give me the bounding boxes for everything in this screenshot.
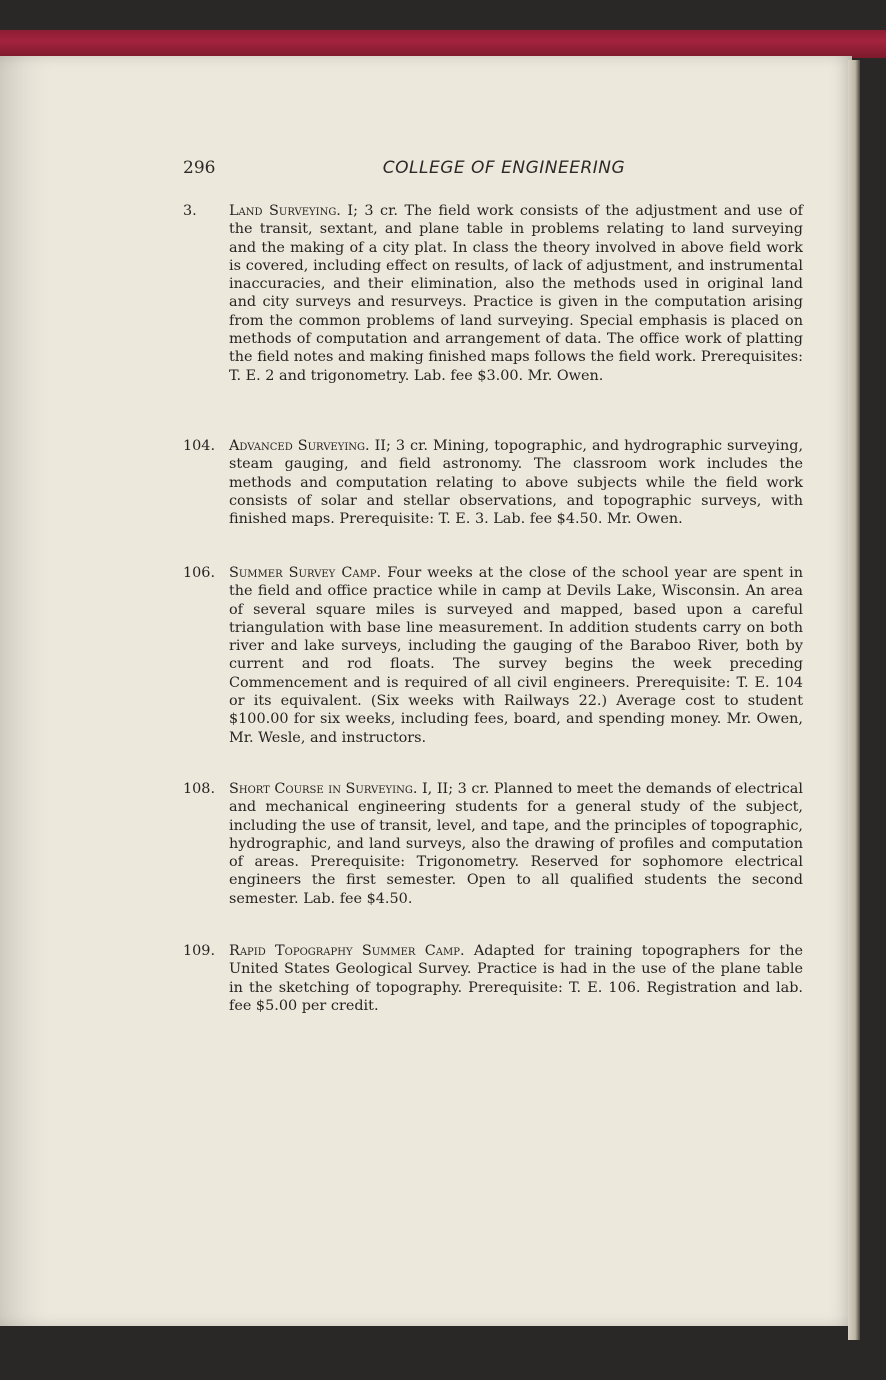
- course-entry: [183, 780, 803, 908]
- course-description: [229, 942, 803, 1015]
- course-number: 104.: [183, 438, 216, 454]
- course-description: [229, 564, 803, 747]
- book-binding: [0, 30, 886, 58]
- course-text: II; 3 cr. Mining, topographic, and hydrographic surveying, steam gauging, and field astronomy. The classroom work includes the methods and computation relating to above subjects while the field work consists of solar and stellar observations, and topographic surveys, with finished maps. Prerequisite: T. E. 3. Lab. fee $4.50. Mr. Owen.: [229, 438, 804, 528]
- course-number: 108.: [183, 781, 216, 797]
- course-title: Short Course in Surveying.: [229, 781, 418, 797]
- course-number: 3.: [183, 203, 197, 219]
- running-title: COLLEGE OF ENGINEERING: [382, 158, 626, 178]
- course-description: [229, 202, 803, 385]
- course-title: Summer Survey Camp.: [229, 565, 382, 581]
- course-title: Advanced Surveying.: [229, 438, 370, 454]
- page-edge: [848, 60, 860, 1340]
- course-number: 109.: [183, 943, 216, 959]
- course-entry: [183, 202, 803, 385]
- course-title: Rapid Topography Summer Camp.: [229, 943, 465, 959]
- course-description: [229, 437, 803, 528]
- course-text: Four weeks at the close of the school year are spent in the field and office practice while in camp at Devils Lake, Wisconsin. An area of several square miles is surveyed and mapped, based upon a careful triangulation with base line measurement. In addition students carry on both river and lake surveys, including the gauging of the Baraboo River, both by current and rod floats. The survey begins the week preceding Commencement and is required of all civil engineers. Prerequisite: T. E. 104 or its equivalent. (Six weeks with Railways 22.) Average cost to student $100.00 for six weeks, including fees, board, and spending money. Mr. Owen, Mr. Wesle, and instructors.: [229, 565, 803, 746]
- page-number: 296: [183, 158, 216, 178]
- course-text: I; 3 cr. The field work consists of the adjustment and use of the transit, sextant, and plane table in problems relating to land surveying and the making of a city plat. In class the theory involved in above field work is covered, including effect on results, of lack of adjustment, and instrumental inaccuracies, and their elimination, also the methods used in original land and city surveys and resurveys. Practice is given in the computation arising from the common problems of land surveying. Special emphasis is placed on methods of computation and arrangement of data. The office work of platting the field notes and making finished maps follows the field work. Prerequisites: T. E. 2 and trigonometry. Lab. fee $3.00. Mr. Owen.: [229, 203, 804, 384]
- course-text: I, II; 3 cr. Planned to meet the demands of electrical and mechanical engineering students for a general study of the subject, including the use of transit, level, and tape, and the principles of topographic, hydrographic, and land surveys, also the drawing of profiles and computation of areas. Prerequisite: Trigonometry. Reserved for sophomore electrical engineers the first semester. Open to all qualified students the second semester. Lab. fee $4.50.: [229, 781, 803, 907]
- course-entry: [183, 564, 803, 747]
- course-description: [229, 780, 803, 908]
- course-entry: [183, 437, 803, 528]
- course-number: 106.: [183, 565, 216, 581]
- page-header: [183, 158, 795, 182]
- course-title: Land Surveying.: [229, 203, 341, 219]
- course-entry: [183, 942, 803, 1015]
- course-text: Adapted for training topographers for the United States Geological Survey. Practice is had in the use of the plane table in the sketching of topography. Prerequisite: T. E. 106. Registration and lab. fee $5.00 per credit.: [229, 943, 803, 1014]
